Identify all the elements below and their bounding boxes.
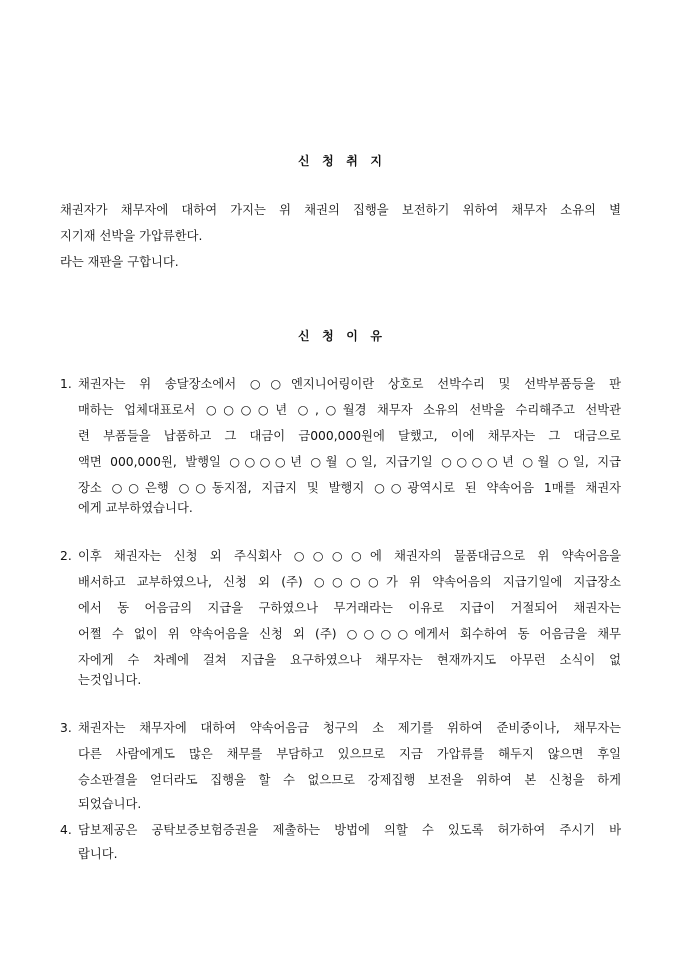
reason-2-line-4: 어쩔 수 없이 위 약속어음을 신청 외 (주) ○○○○에게서 회수하여 동 어음금을 채무 [78, 627, 621, 641]
reason-1-line-1: 채권자는 위 송달장소에서 ○○엔지니어링이란 상호로 선박수리 및 선박부품등을 판 [78, 377, 621, 391]
reason-2-line-3: 에서 동 어음금의 지급을 구하였으나 무거래라는 이유로 지급이 거절되어 채권자는 [78, 601, 621, 615]
reason-4-line-1: 담보제공은 공탁보증보험증권을 제출하는 방법에 의할 수 있도록 허가하여 주시기 바 [78, 823, 621, 837]
purpose-line-1: 채권자가 채무자에 대하여 가지는 위 채권의 집행을 보전하기 위하여 채무자 소유의 별 [60, 203, 621, 217]
reason-1-line-3: 련 부품들을 납품하고 그 대금이 금000,000원에 달했고, 이에 채무자는 그 대금으로 [78, 429, 621, 443]
reason-2-number: 2. [60, 549, 72, 563]
reason-3-line-1: 채권자는 채무자에 대하여 약속어음금 청구의 소 제기를 위하여 준비중이나, 채무자는 [78, 721, 621, 735]
reason-3-number: 3. [60, 721, 72, 735]
reason-2-line-5: 자에게 수 차례에 걸쳐 지급을 요구하였으나 채무자는 현재까지도 아무런 소식이 없 [78, 653, 621, 667]
reason-4-line-2: 랍니다. [78, 847, 118, 861]
reason-3-line-4: 되었습니다. [78, 797, 142, 811]
reason-2-line-1: 이후 채권자는 신청 외 주식회사 ○○○○에 채권자의 물품대금으로 위 약속어음을 [78, 549, 621, 563]
reason-3-line-2: 다른 사람에게도 많은 채무를 부담하고 있으므로 지금 가압류를 해두지 않으면 후일 [78, 747, 621, 761]
reasons-heading: 신 청 이 유 [298, 329, 382, 343]
purpose-heading: 신 청 취 지 [298, 154, 382, 168]
reason-4-number: 4. [60, 823, 72, 837]
purpose-line-3: 라는 재판을 구합니다. [60, 255, 179, 269]
reason-2-line-2: 배서하고 교부하였으나, 신청 외 (주) ○○○○가 위 약속어음의 지급기일에 지급장소 [78, 575, 621, 589]
reason-1-line-2: 매하는 업체대표로서 ○○○○년 ○,○월경 채무자 소유의 선박을 수리해주고 선박관 [78, 403, 621, 417]
reason-1-line-6: 에게 교부하였습니다. [78, 501, 193, 515]
reason-1-line-4: 액면 000,000원, 발행일 ○○○○년 ○월 ○일, 지급기일 ○○○○년 ○월 ○일, 지급 [78, 455, 621, 469]
reason-1-line-5: 장소 ○○은행 ○○동지점, 지급지 및 발행지 ○○광역시로 된 약속어음 1매를 채권자 [78, 481, 621, 495]
reason-1-number: 1. [60, 377, 72, 391]
reason-3-line-3: 승소판결을 얻더라도 집행을 할 수 없으므로 강제집행 보전을 위하여 본 신청을 하게 [78, 773, 621, 787]
reason-2-line-6: 는것입니다. [78, 673, 142, 687]
purpose-line-2: 지기재 선박을 가압류한다. [60, 229, 203, 243]
